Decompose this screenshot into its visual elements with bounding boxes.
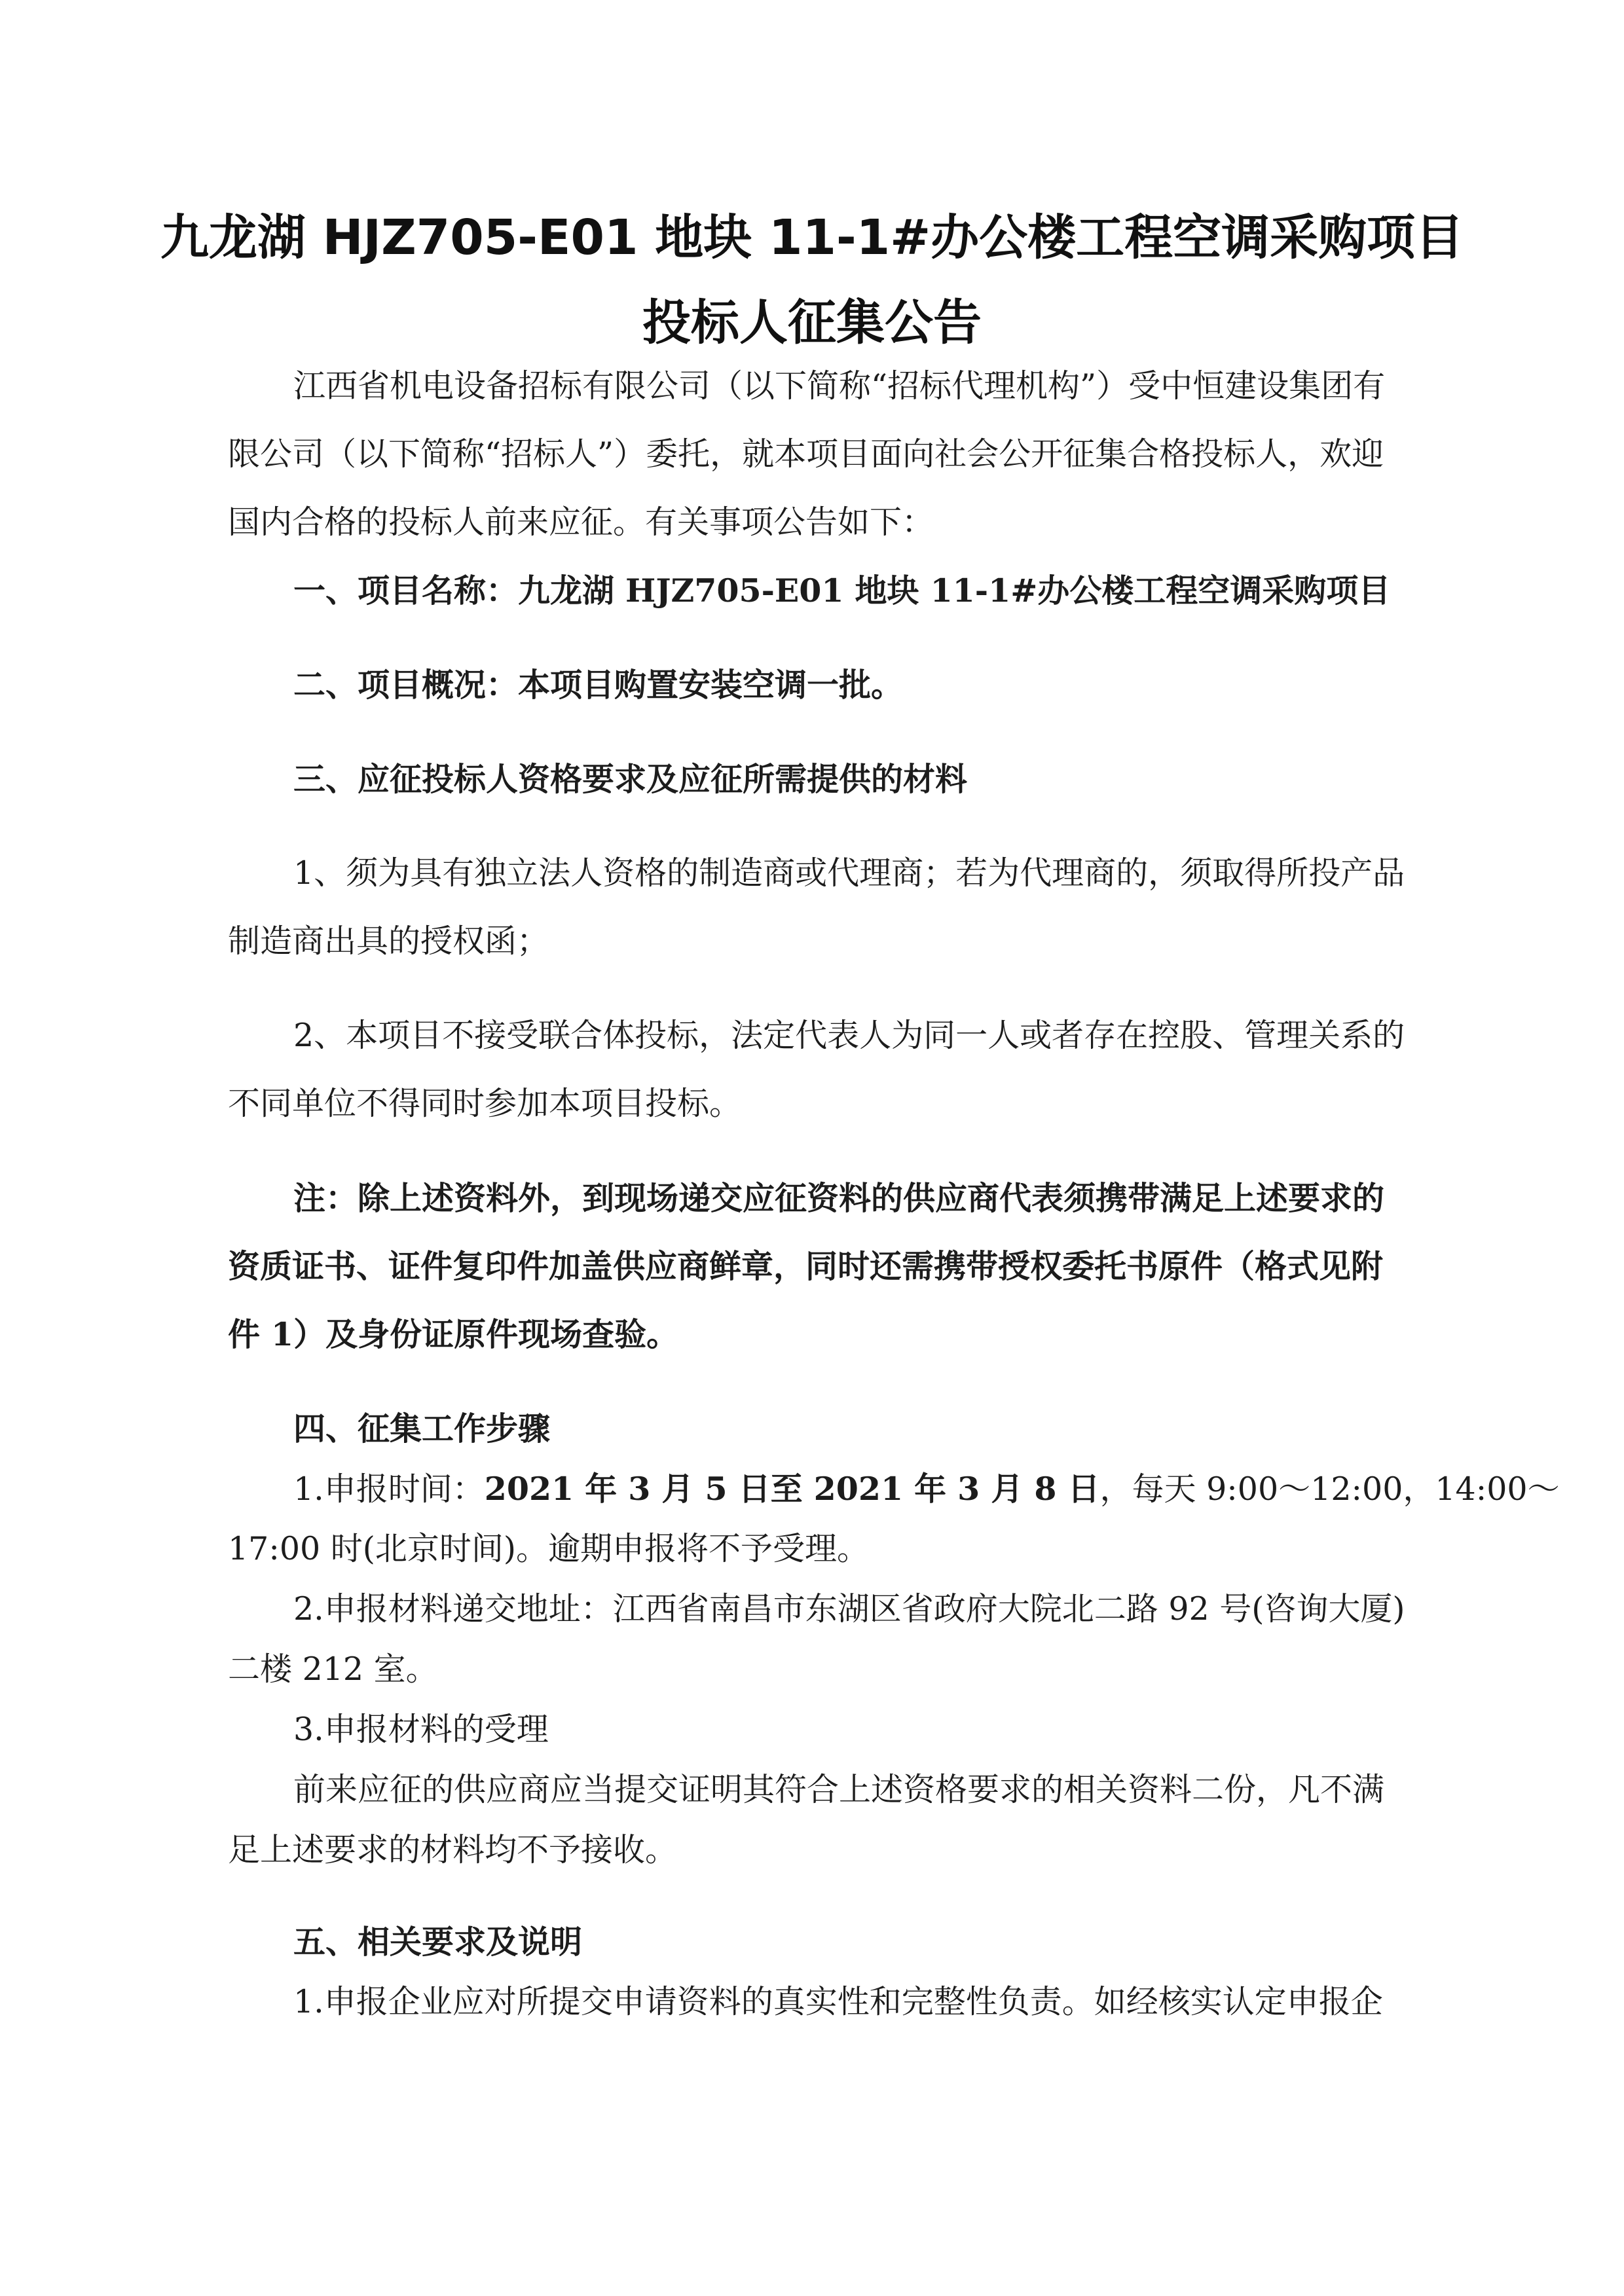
document-title-line-2: 投标人征集公告 <box>642 295 982 351</box>
requirement-1-line-2: 制造商出具的授权函； <box>228 922 549 960</box>
section-1-project-name: 一、项目名称：九龙湖 HJZ705-E01 地块 11-1#办公楼工程空调采购项目 <box>293 572 1391 610</box>
step-1-suffix: ，每天 9:00～12:00，14:00～ <box>1099 1470 1560 1508</box>
intro-line-3: 国内合格的投标人前来应征。有关事项公告如下： <box>228 503 934 541</box>
note-line-2: 资质证书、证件复印件加盖供应商鲜章，同时还需携带授权委托书原件（格式见附 <box>228 1247 1384 1285</box>
step-1-prefix: 1.申报时间： <box>293 1470 485 1508</box>
intro-line-1: 江西省机电设备招标有限公司（以下简称“招标代理机构”）受中恒建设集团有 <box>293 367 1386 405</box>
step-3-text-line-1: 前来应征的供应商应当提交证明其符合上述资格要求的相关资料二份，凡不满 <box>293 1771 1385 1808</box>
note-line-3: 件 1）及身份证原件现场查验。 <box>228 1315 679 1353</box>
intro-line-2: 限公司（以下简称“招标人”）委托，就本项目面向社会公开征集合格投标人，欢迎 <box>228 435 1384 473</box>
step-2-line-2: 二楼 212 室。 <box>228 1650 438 1688</box>
step-3-heading: 3.申报材料的受理 <box>293 1711 549 1748</box>
step-1-line-1 <box>293 1469 1560 1509</box>
step-1-line-2: 17:00 时(北京时间)。逾期申报将不予受理。 <box>228 1530 870 1567</box>
section-4-heading: 四、征集工作步骤 <box>293 1410 551 1448</box>
section-2-project-overview: 二、项目概况：本项目购置安装空调一批。 <box>293 666 904 704</box>
section-5-heading: 五、相关要求及说明 <box>293 1923 583 1961</box>
step-1-dates: 2021 年 3 月 5 日至 2021 年 3 月 8 日 <box>484 1470 1100 1508</box>
requirement-1-line-1: 1、须为具有独立法人资格的制造商或代理商；若为代理商的，须取得所投产品 <box>293 854 1405 892</box>
step-2-line-1: 2.申报材料递交地址：江西省南昌市东湖区省政府大院北二路 92 号(咨询大厦) <box>293 1590 1405 1628</box>
step-3-text-line-2: 足上述要求的材料均不予接收。 <box>228 1831 678 1868</box>
document-title-line-1: 九龙湖 HJZ705-E01 地块 11-1#办公楼工程空调采购项目 <box>160 210 1464 266</box>
requirement-2-line-2: 不同单位不得同时参加本项目投标。 <box>228 1085 742 1122</box>
section-3-heading: 三、应征投标人资格要求及应征所需提供的材料 <box>293 760 968 798</box>
section-5-item-1: 1.申报企业应对所提交申请资料的真实性和完整性负责。如经核实认定申报企 <box>293 1983 1383 2020</box>
requirement-2-line-1: 2、本项目不接受联合体投标，法定代表人为同一人或者存在控股、管理关系的 <box>293 1017 1405 1054</box>
note-line-1: 注：除上述资料外，到现场递交应征资料的供应商代表须携带满足上述要求的 <box>293 1179 1385 1217</box>
